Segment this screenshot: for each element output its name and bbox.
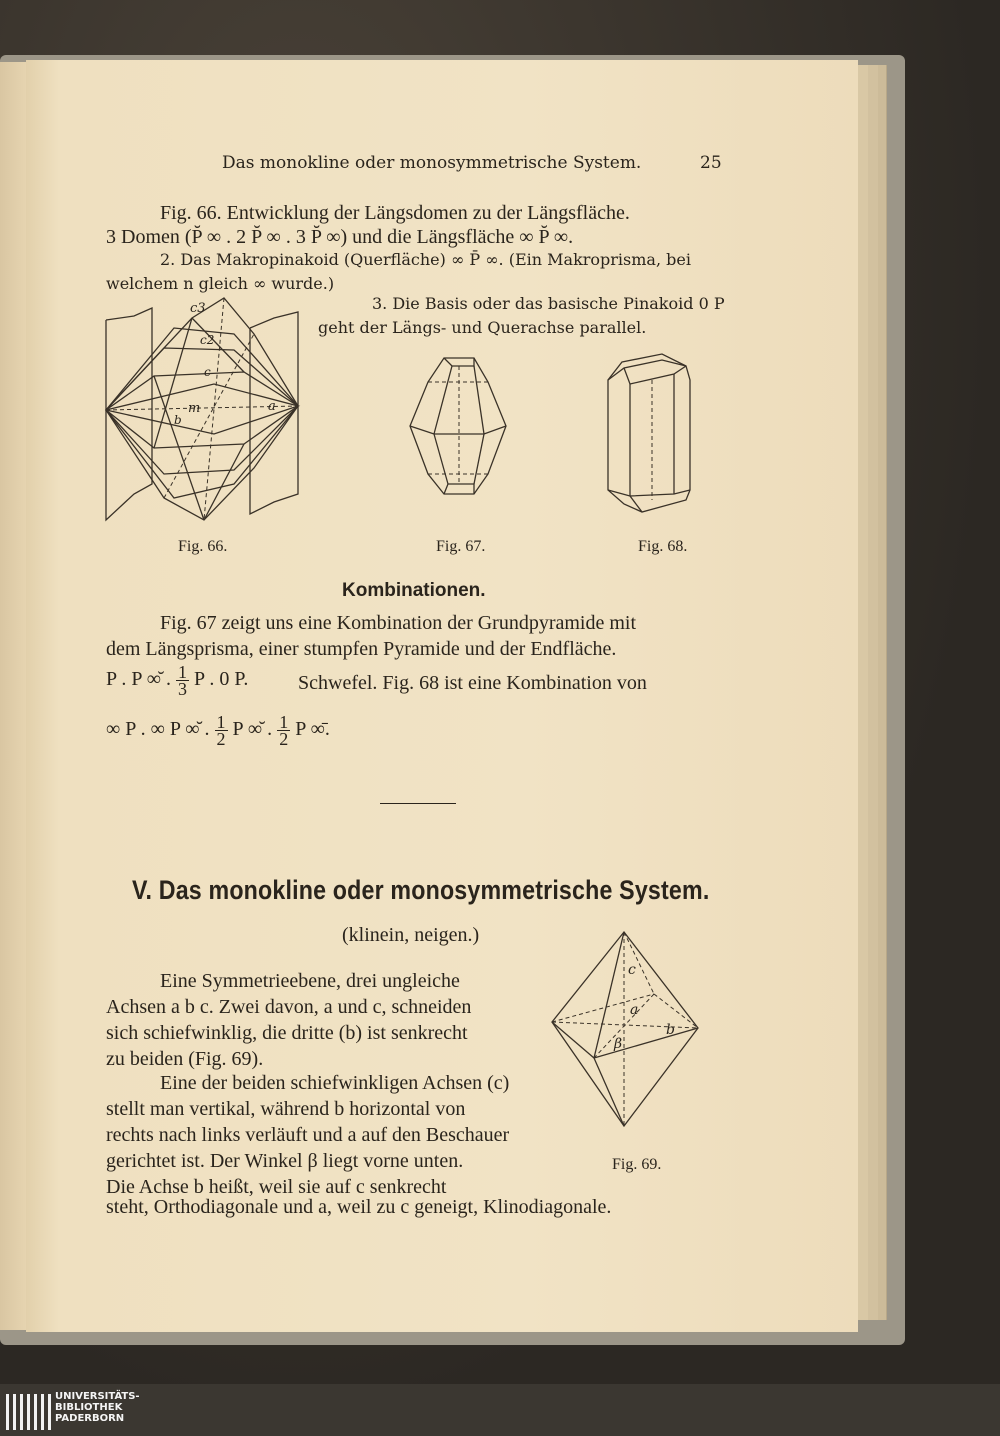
- formula-part: P . 0 P.: [194, 668, 249, 691]
- page-number: 25: [700, 153, 722, 173]
- fig66-label-c: c: [204, 365, 211, 379]
- basis-line-2: geht der Längs- und Querachse parallel.: [318, 318, 647, 337]
- fig69-label-beta: β: [614, 1036, 623, 1052]
- fig69-label-b: b: [666, 1022, 675, 1038]
- fig66-caption: Fig. 66.: [178, 538, 228, 555]
- fig69-caption: Fig. 69.: [612, 1156, 662, 1173]
- running-head: Das monokline oder monosymmetrische System.: [222, 153, 642, 173]
- fig69-label-a: a: [630, 1002, 639, 1018]
- fig66-label-m: m: [188, 401, 201, 416]
- text-line: Die Achse b heißt, weil sie auf c senkrecht: [106, 1176, 447, 1198]
- fraction-numerator: 1: [279, 712, 289, 732]
- fig69-crystal-drawing: [550, 930, 710, 1130]
- paragraph-axes: [106, 1070, 536, 1200]
- paragraph-last-line: steht, Orthodiagonale und a, weil zu c geneigt, Klinodiagonale.: [106, 1196, 612, 1218]
- text-line: stellt man vertikal, während b horizontal von: [106, 1098, 466, 1120]
- library-name-line: BIBLIOTHEK: [55, 1402, 123, 1413]
- fraction-one-half: [215, 714, 228, 747]
- text-line: Eine Symmetrieebene, drei ungleiche: [160, 970, 460, 992]
- section-subtitle: (klinein, neigen.): [342, 924, 480, 946]
- fraction-numerator: 1: [216, 712, 226, 732]
- fig69-edge: [594, 1028, 698, 1058]
- text-line: Eine der beiden schiefwinkligen Achsen (c): [160, 1072, 510, 1094]
- fraction-denominator: 2: [216, 729, 226, 749]
- fig67-crystal-drawing: [404, 352, 514, 502]
- fig67-lower-face: [444, 484, 474, 494]
- fig66-crystal-drawing: [104, 298, 304, 528]
- formula-part: P . P ∞̆ .: [106, 668, 172, 691]
- fig66-label-c2: c2: [200, 333, 215, 347]
- library-logo-bar: [0, 1384, 1000, 1436]
- library-name-line: UNIVERSITÄTS-: [55, 1391, 140, 1402]
- fig69-label-c: c: [628, 962, 636, 978]
- paragraph-symmetry: [106, 968, 536, 1072]
- fig67-edge: [434, 366, 452, 434]
- fig68-top-face: [624, 366, 686, 384]
- fig69-edge: [594, 1058, 624, 1126]
- section-divider: [380, 803, 456, 804]
- kombinationen-line: dem Längsprisma, einer stumpfen Pyramide und der Endfläche.: [106, 638, 617, 660]
- text-line: rechts nach links verläuft und a auf den Beschauer: [106, 1124, 510, 1146]
- fraction-denominator: 3: [178, 679, 188, 699]
- formula-part: ∞ P . ∞ P ∞̆ .: [106, 718, 210, 741]
- formula-part: P ∞̄.: [295, 718, 330, 741]
- fraction-one-half: [277, 714, 290, 747]
- fig66-label-a: a: [268, 399, 276, 414]
- fig67-top-face: [444, 358, 474, 366]
- fraction-numerator: 1: [178, 662, 188, 682]
- kombinationen-line: Fig. 67 zeigt uns eine Kombination der Grundpyramide mit: [160, 612, 637, 634]
- kombinationen-line: Schwefel. Fig. 68 ist eine Kombination von: [298, 672, 647, 694]
- fig67-caption: Fig. 67.: [436, 538, 486, 555]
- domen-line: 3 Domen (P̆ ∞ . 2 P̆ ∞ . 3 P̆ ∞) und die Längsfläche ∞ P̆ ∞.: [106, 226, 574, 248]
- page-edge: [878, 65, 887, 1320]
- section-title: V. Das monokline oder monosymmetrische System.: [132, 875, 710, 905]
- fig66-hatch: [204, 444, 244, 520]
- fig68-bottom-face: [608, 490, 690, 496]
- fig68-caption: Fig. 68.: [638, 538, 688, 555]
- basis-line: 3. Die Basis oder das basische Pinakoid 0 P: [372, 294, 725, 313]
- text-line: zu beiden (Fig. 69).: [106, 1048, 264, 1070]
- library-name: [55, 1391, 140, 1424]
- fig67-edge: [474, 366, 484, 434]
- formula-line-2: [106, 714, 330, 747]
- fig69-outline: [552, 932, 698, 1126]
- fraction-one-third: [176, 664, 189, 697]
- makropinakoid-line-2: welchem n gleich ∞ wurde.): [106, 274, 335, 293]
- text-line: gerichtet ist. Der Winkel β liegt vorne unten.: [106, 1150, 464, 1172]
- fig66-label-c3: c3: [190, 301, 206, 316]
- fig68-crystal-drawing: [602, 350, 702, 520]
- makropinakoid-line: 2. Das Makropinakoid (Querfläche) ∞ P̄ ∞. (Ein Makroprisma, bei: [160, 250, 691, 269]
- fig67-edge: [474, 434, 484, 484]
- formula-line-1: [106, 664, 248, 697]
- fig67-edge: [434, 434, 448, 484]
- fig66-left-panel: [106, 308, 152, 520]
- left-page-edge: [0, 62, 26, 1330]
- kombinationen-heading: Kombinationen.: [342, 580, 486, 601]
- fig66-description: Fig. 66. Entwicklung der Längsdomen zu der Längsfläche.: [160, 202, 630, 224]
- fig66-label-b: b: [174, 413, 182, 427]
- fraction-denominator: 2: [279, 729, 289, 749]
- formula-part: P ∞̆ .: [232, 718, 273, 741]
- fig67-equator: [410, 426, 506, 434]
- library-name-line: PADERBORN: [55, 1413, 125, 1424]
- text-line: Achsen a b c. Zwei davon, a und c, schneiden: [106, 996, 472, 1018]
- library-logo-icon: [6, 1394, 51, 1430]
- text-line: sich schiefwinklig, die dritte (b) ist senkrecht: [106, 1022, 468, 1044]
- fig68-outline: [608, 354, 690, 512]
